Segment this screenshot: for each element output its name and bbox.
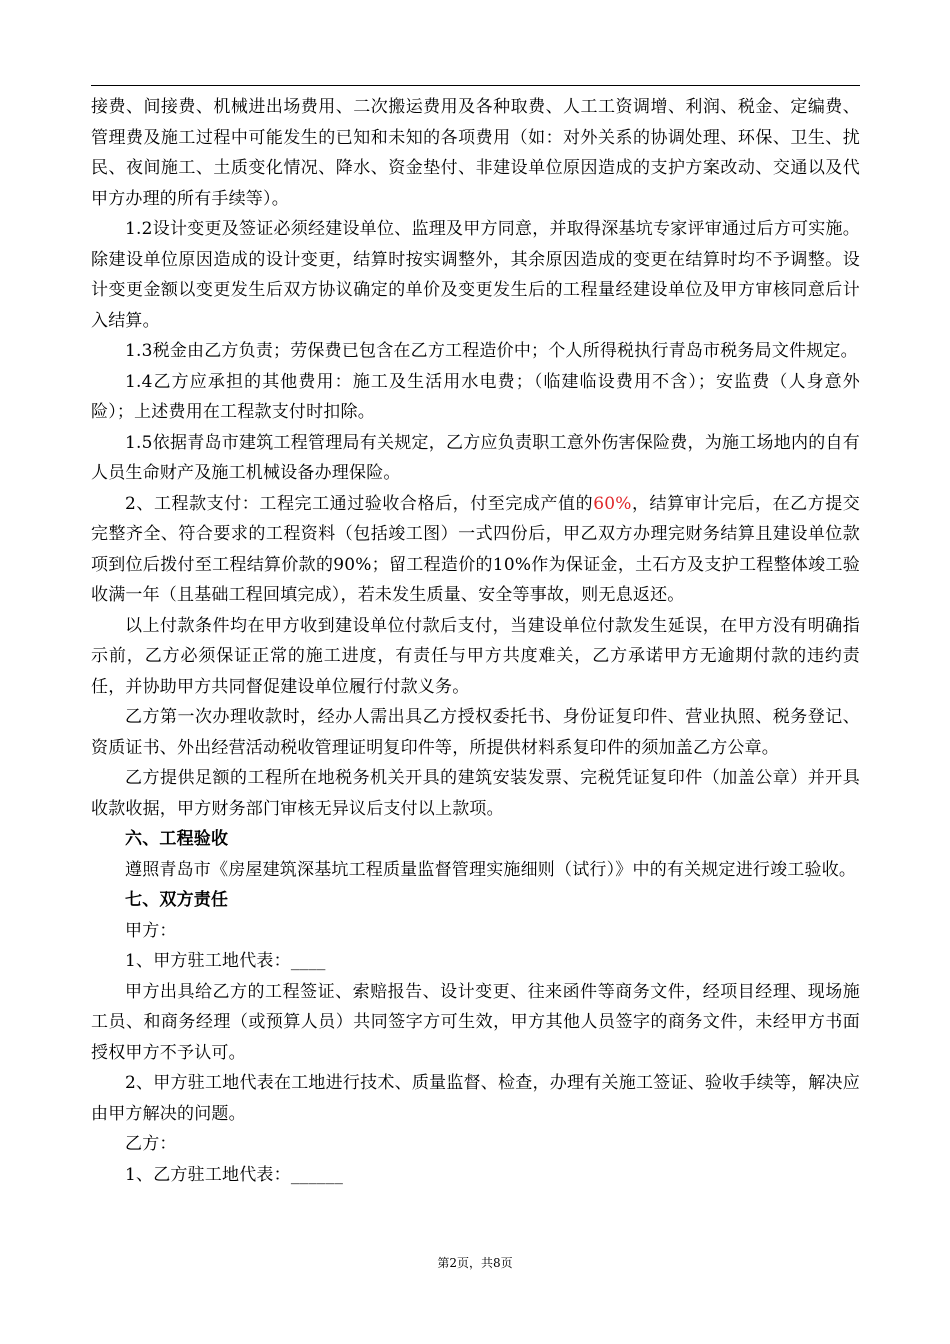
paragraph-acceptance: 遵照青岛市《房屋建筑深基坑工程质量监督管理实施细则（试行）》中的有关规定进行竣工验收。 <box>125 859 857 880</box>
document-body <box>91 92 860 1190</box>
payment-text-b: ，结算审计完后，在乙方提交完整齐全、符合要求的工程资料（包括竣工图）一式四份后，甲乙双方办理完财务结算且建设单位款项到位后拨付至工程结算价款的90%；留工程造价的10%作为保证金，土石方及支护工程整体竣工验收满一年（且基础工程回填完成），若未发生质量、安全等事故，则无息返还。 <box>91 493 860 605</box>
paragraph-payment-conditions: 以上付款条件均在甲方收到建设单位付款后支付，当建设单位付款发生延误，在甲方没有明确指示前，乙方必须保证正常的施工进度，有责任与甲方共度难关，乙方承诺甲方无逾期付款的违约责任，并协助甲方共同督促建设单位履行付款义务。 <box>91 615 860 697</box>
paragraph-payment <box>91 489 860 611</box>
header-rule <box>91 85 860 86</box>
paragraph-1-2: 1.2设计变更及签证必须经建设单位、监理及甲方同意，并取得深基坑专家评审通过后方可实施。除建设单位原因造成的设计变更，结算时按实调整外，其余原因造成的变更在结算时均不予调整。设计变更金额以变更发生后双方协议确定的单价及变更发生后的工程量经建设单位及甲方审核同意后计入结算。 <box>91 219 860 331</box>
party-b-representative: 1、乙方驻工地代表：______ <box>125 1164 344 1185</box>
paragraph-1-5: 1.5依据青岛市建筑工程管理局有关规定，乙方应负责职工意外伤害保险费，为施工场地内的自有人员生命财产及施工机械设备办理保险。 <box>91 432 860 483</box>
paragraph-1-3: 1.3税金由乙方负责；劳保费已包含在乙方工程造价中；个人所得税执行青岛市税务局文件规定。 <box>125 341 858 361</box>
payment-text-a: 2、工程款支付：工程完工通过验收合格后，付至完成产值的 <box>125 493 594 514</box>
party-b-label: 乙方： <box>125 1134 177 1154</box>
heading-acceptance: 六、工程验收 <box>125 829 229 849</box>
heading-responsibilities: 七、双方责任 <box>125 890 229 910</box>
paragraph-first-payment: 乙方第一次办理收款时，经办人需出具乙方授权委托书、身份证复印件、营业执照、税务登记、资质证书、外出经营活动税收管理证明复印件等，所提供材料系复印件的须加盖乙方公章。 <box>91 707 860 758</box>
page-footer: 第2页，共8页 <box>437 1256 513 1270</box>
paragraph-party-a-documents: 甲方出具给乙方的工程签证、索赔报告、设计变更、往来函件等商务文件，经项目经理、现场施工员、和商务经理（或预算人员）共同签字方可生效，甲方其他人员签字的商务文件，未经甲方书面授权甲方不予认可。 <box>91 981 860 1063</box>
paragraph-invoice: 乙方提供足额的工程所在地税务机关开具的建筑安装发票、完税凭证复印件（加盖公章）并开具收款收据，甲方财务部门审核无异议后支付以上款项。 <box>91 768 860 819</box>
paragraph-continued-costs: 接费、间接费、机械进出场费用、二次搬运费用及各种取费、人工工资调增、利润、税金、定编费、管理费及施工过程中可能发生的已知和未知的各项费用（如：对外关系的协调处理、环保、卫生、扰民、夜间施工、土质变化情况、降水、资金垫付、非建设单位原因造成的支护方案改动、交通以及代甲方办理的所有手续等）。 <box>91 97 860 209</box>
party-a-label: 甲方： <box>125 920 177 941</box>
party-a-representative: 1、甲方驻工地代表：____ <box>125 951 326 971</box>
paragraph-1-4: 1.4乙方应承担的其他费用：施工及生活用水电费；（临建临设费用不含）；安监费（人身意外险）；上述费用在工程款支付时扣除。 <box>91 371 860 422</box>
paragraph-party-a-duties: 2、甲方驻工地代表在工地进行技术、质量监督、检查，办理有关施工签证、验收手续等，解决应由甲方解决的问题。 <box>91 1073 860 1124</box>
payment-percent: 60% <box>593 493 632 514</box>
